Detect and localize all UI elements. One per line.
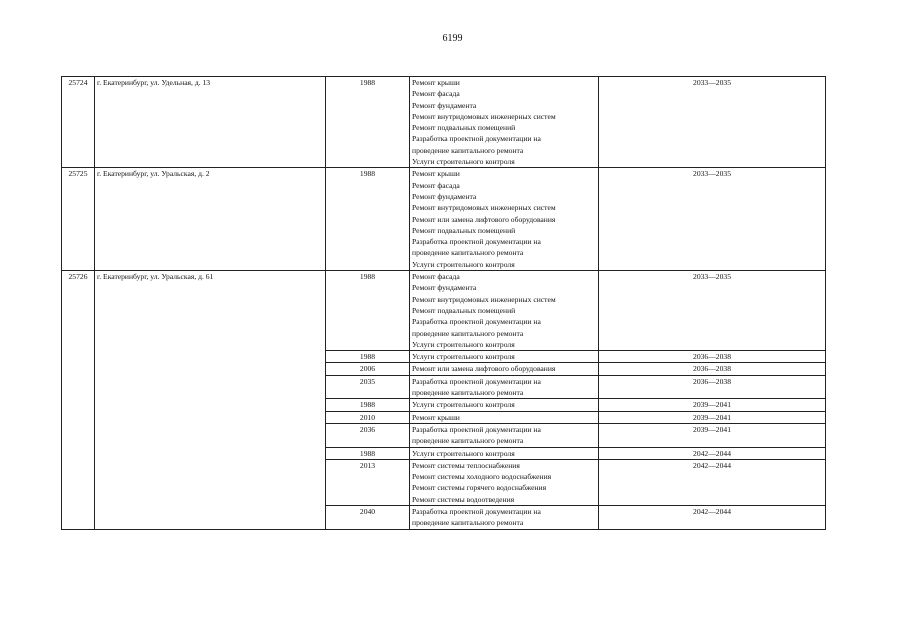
year-cell: 1988 <box>326 271 410 351</box>
work-type: проведение капитального ремонта <box>412 248 524 258</box>
work-type: Разработка проектной документации на <box>412 506 541 516</box>
work-type: Разработка проектной документации на <box>412 317 541 327</box>
work-type: Ремонт системы теплоснабжения <box>412 460 520 470</box>
page-number: 6199 <box>442 33 463 44</box>
year-cell: 1988 <box>326 77 410 168</box>
work-type: Услуги строительного контроля <box>412 259 515 269</box>
work-type: Ремонт крыши <box>412 78 460 87</box>
work-types-cell <box>410 399 599 411</box>
work-type: Услуги строительного контроля <box>412 448 515 458</box>
address-cell: г. Екатеринбург, ул. Уральская, д. 2 <box>95 168 326 271</box>
work-types-cell <box>410 168 599 271</box>
work-types-cell <box>410 459 599 505</box>
work-types-cell <box>410 505 599 529</box>
year-cell: 1988 <box>326 168 410 271</box>
work-type: Ремонт или замена лифтового оборудования <box>412 214 556 224</box>
work-types-cell <box>410 411 599 423</box>
work-type: Ремонт фундамента <box>412 283 477 293</box>
work-type: Ремонт фасада <box>412 180 460 190</box>
work-type: Ремонт крыши <box>412 169 460 179</box>
work-types-cell <box>410 423 599 447</box>
work-type: Ремонт системы холодного водоснабжения <box>412 472 552 482</box>
work-types-cell <box>410 375 599 399</box>
work-type: Ремонт внутридомовых инженерных систем <box>412 111 556 121</box>
period-cell: 2033—2035 <box>599 271 826 351</box>
work-type: проведение капитального ремонта <box>412 145 524 155</box>
repair-schedule-table <box>61 76 826 530</box>
work-types-cell <box>410 351 599 363</box>
work-type: Ремонт или замена лифтового оборудования <box>412 364 556 374</box>
period-cell: 2042—2044 <box>599 459 826 505</box>
row-number-cell: 25726 <box>62 271 95 530</box>
year-cell: 2036 <box>326 423 410 447</box>
work-types-cell <box>410 447 599 459</box>
year-cell: 2040 <box>326 505 410 529</box>
table-row <box>62 77 826 168</box>
period-cell: 2039—2041 <box>599 423 826 447</box>
work-type: проведение капитального ремонта <box>412 328 524 338</box>
work-type: проведение капитального ремонта <box>412 388 524 398</box>
period-cell: 2042—2044 <box>599 447 826 459</box>
year-cell: 1988 <box>326 399 410 411</box>
year-cell: 1988 <box>326 447 410 459</box>
address-cell: г. Екатеринбург, ул. Удельная, д. 13 <box>95 77 326 168</box>
work-type: Разработка проектной документации на <box>412 424 541 434</box>
work-type: Ремонт подвальных помещений <box>412 305 516 315</box>
row-number-cell: 25725 <box>62 168 95 271</box>
address-cell: г. Екатеринбург, ул. Уральская, д. 61 <box>95 271 326 530</box>
work-types-cell <box>410 363 599 375</box>
work-type: Ремонт фундамента <box>412 191 477 201</box>
year-cell: 2013 <box>326 459 410 505</box>
work-type: Услуги строительного контроля <box>412 352 515 362</box>
period-cell: 2042—2044 <box>599 505 826 529</box>
work-types-cell <box>410 77 599 168</box>
work-type: Ремонт фундамента <box>412 100 477 110</box>
year-cell: 2010 <box>326 411 410 423</box>
work-type: Ремонт фасада <box>412 89 460 99</box>
period-cell: 2039—2041 <box>599 411 826 423</box>
period-cell: 2039—2041 <box>599 399 826 411</box>
work-type: Ремонт внутридомовых инженерных систем <box>412 203 556 213</box>
work-type: проведение капитального ремонта <box>412 518 524 528</box>
work-type: Ремонт подвальных помещений <box>412 225 516 235</box>
year-cell: 2006 <box>326 363 410 375</box>
work-type: Ремонт системы водоотведения <box>412 494 515 504</box>
work-type: Услуги строительного контроля <box>412 157 515 167</box>
work-type: проведение капитального ремонта <box>412 436 524 446</box>
work-types-cell <box>410 271 599 351</box>
period-cell: 2033—2035 <box>599 77 826 168</box>
period-cell: 2036—2038 <box>599 375 826 399</box>
work-type: Ремонт крыши <box>412 412 460 422</box>
period-cell: 2036—2038 <box>599 363 826 375</box>
year-cell: 2035 <box>326 375 410 399</box>
table-row <box>62 168 826 271</box>
period-cell: 2033—2035 <box>599 168 826 271</box>
table-row <box>62 271 826 351</box>
year-cell: 1988 <box>326 351 410 363</box>
work-type: Услуги строительного контроля <box>412 339 515 349</box>
period-cell: 2036—2038 <box>599 351 826 363</box>
row-number-cell: 25724 <box>62 77 95 168</box>
work-type: Ремонт внутридомовых инженерных систем <box>412 294 556 304</box>
work-type: Разработка проектной документации на <box>412 237 541 247</box>
work-type: Ремонт подвальных помещений <box>412 123 516 133</box>
table-body <box>62 77 826 530</box>
work-type: Разработка проектной документации на <box>412 376 541 386</box>
work-type: Разработка проектной документации на <box>412 134 541 144</box>
work-type: Услуги строительного контроля <box>412 400 515 410</box>
work-type: Ремонт фасада <box>412 272 460 282</box>
work-type: Ремонт системы горячего водоснабжения <box>412 483 547 493</box>
